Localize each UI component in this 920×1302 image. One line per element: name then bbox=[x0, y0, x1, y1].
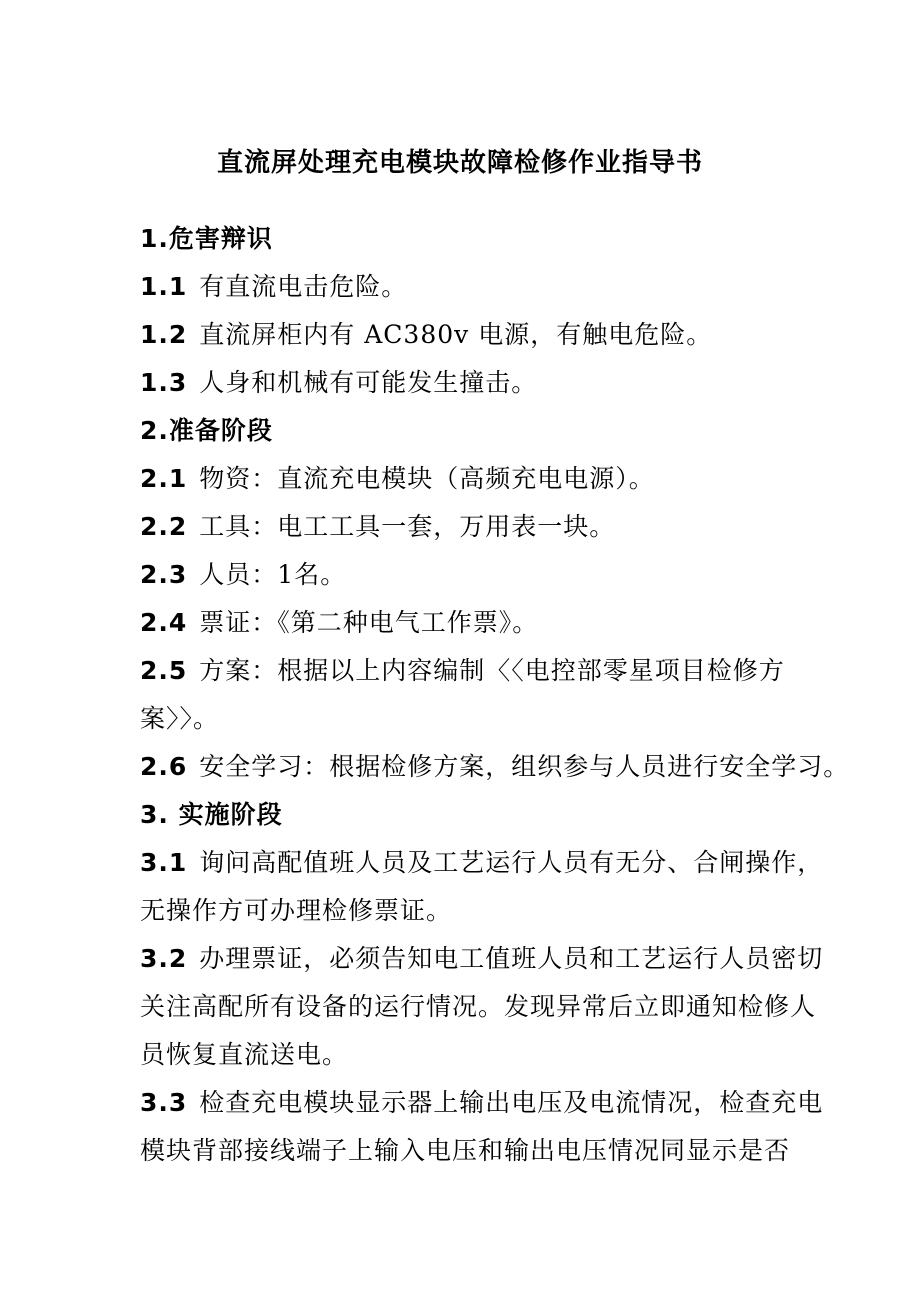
item-2-6 bbox=[140, 750, 850, 784]
item-text: 安全学习：根据检修方案，组织参与人员进行安全学习。 bbox=[199, 752, 850, 781]
item-text: 办理票证，必须告知电工值班人员和工艺运行人员密切 bbox=[199, 944, 824, 973]
item-text: 有直流电击危险。 bbox=[199, 272, 408, 301]
item-1-1 bbox=[140, 270, 800, 304]
item-2-3 bbox=[140, 558, 800, 592]
item-text: 检查充电模块显示器上输出电压及电流情况，检查充电 bbox=[199, 1088, 824, 1117]
item-text: 直流屏柜内有 AC380v 电源，有触电危险。 bbox=[199, 320, 713, 349]
item-2-5 bbox=[140, 654, 800, 688]
item-3-3-continuation: 模块背部接线端子上输入电压和输出电压情况同显示是否 bbox=[140, 1136, 791, 1165]
item-number: 2.3 bbox=[140, 560, 188, 589]
item-text: 询问高配值班人员及工艺运行人员有无分、合闸操作， bbox=[199, 848, 824, 877]
item-number: 2.4 bbox=[140, 608, 188, 637]
item-text: 方案：根据以上内容编制〈〈电控部零星项目检修方 bbox=[199, 656, 785, 685]
item-number: 1.2 bbox=[140, 320, 188, 349]
item-2-1 bbox=[140, 462, 800, 496]
item-1-2 bbox=[140, 318, 800, 352]
item-text: 票证：《第二种电气工作票》。 bbox=[199, 608, 539, 637]
item-number: 2.6 bbox=[140, 752, 188, 781]
section-1-heading: 1.危害辩识 bbox=[140, 224, 273, 253]
item-3-1 bbox=[140, 846, 824, 880]
item-3-3 bbox=[140, 1086, 824, 1120]
item-text: 物资：直流充电模块（高频充电电源）。 bbox=[199, 464, 655, 493]
item-number: 3.2 bbox=[140, 944, 188, 973]
item-text: 人员：1名。 bbox=[199, 560, 347, 589]
item-1-3 bbox=[140, 366, 800, 400]
document-title: 直流屏处理充电模块故障检修作业指导书 bbox=[216, 148, 703, 178]
item-text: 工具：电工工具一套，万用表一块。 bbox=[199, 512, 616, 541]
item-number: 2.1 bbox=[140, 464, 188, 493]
item-number: 3.3 bbox=[140, 1088, 188, 1117]
item-number: 1.1 bbox=[140, 272, 188, 301]
item-number: 2.2 bbox=[140, 512, 188, 541]
item-number: 3.1 bbox=[140, 848, 188, 877]
item-number: 2.5 bbox=[140, 656, 188, 685]
item-number: 1.3 bbox=[140, 368, 188, 397]
item-3-2 bbox=[140, 942, 824, 976]
item-text: 人身和机械有可能发生撞击。 bbox=[199, 368, 538, 397]
item-2-4 bbox=[140, 606, 800, 640]
item-3-2-continuation: 关注高配所有设备的运行情况。发现异常后立即通知检修人 bbox=[140, 992, 817, 1021]
item-2-2 bbox=[140, 510, 800, 544]
item-2-5-continuation: 案〉〉。 bbox=[140, 704, 220, 733]
item-3-1-continuation: 无操作方可办理检修票证。 bbox=[140, 896, 453, 925]
section-2-heading: 2.准备阶段 bbox=[140, 416, 273, 445]
section-3-heading: 3. 实施阶段 bbox=[140, 800, 283, 829]
item-3-2-continuation-2: 员恢复直流送电。 bbox=[140, 1040, 349, 1069]
